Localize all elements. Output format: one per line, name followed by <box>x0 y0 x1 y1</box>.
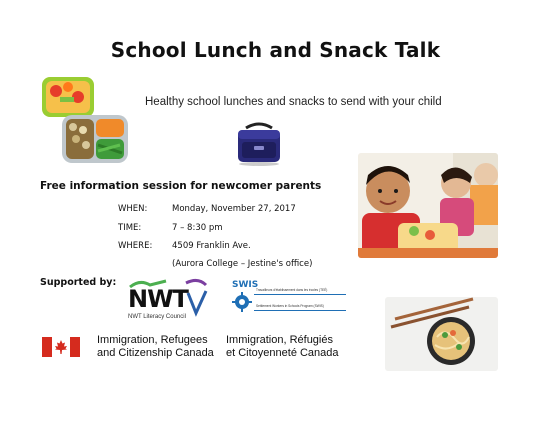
ircc-english-line-1: Immigration, Refugees <box>97 334 208 346</box>
nwt-literacy-logo <box>126 277 210 325</box>
swis-logo <box>232 280 350 324</box>
when-value: Monday, November 27, 2017 <box>172 204 296 214</box>
nwt-caption: NWT Literacy Council <box>128 314 186 320</box>
where-label: WHERE: <box>118 241 153 251</box>
swis-logo-text: SWIS <box>232 280 259 290</box>
time-value: 7 – 8:30 pm <box>172 223 223 233</box>
lunch-bag-image <box>232 120 286 166</box>
supported-by-label: Supported by: <box>40 277 117 288</box>
ircc-french-line-2: et Citoyenneté Canada <box>226 347 339 359</box>
when-label: WHEN: <box>118 204 148 214</box>
swis-line-1: Travailleurs d'établissement dans les écoles (TEÉ) <box>256 288 328 292</box>
session-heading: Free information session for newcomer parents <box>40 180 322 192</box>
swis-gear-icon <box>232 292 252 312</box>
children-eating-image <box>358 153 498 258</box>
where-note: (Aurora College – Jestine's office) <box>172 259 313 269</box>
subtitle: Healthy school lunches and snacks to send with your child <box>145 96 442 108</box>
ircc-english-line-2: and Citizenship Canada <box>97 347 214 359</box>
swis-line-2: Settlement Workers in Schools Program (SWIS) <box>256 304 324 308</box>
where-value: 4509 Franklin Ave. <box>172 241 251 251</box>
nwt-logo-text: NWT <box>128 285 188 313</box>
canada-flag-icon <box>42 337 80 357</box>
page-title: School Lunch and Snack Talk <box>110 38 441 62</box>
ircc-french-line-1: Immigration, Réfugiés <box>226 334 333 346</box>
time-label: TIME: <box>118 223 142 233</box>
noodle-bowl-image <box>385 297 498 371</box>
bento-lunch-image <box>40 75 132 167</box>
